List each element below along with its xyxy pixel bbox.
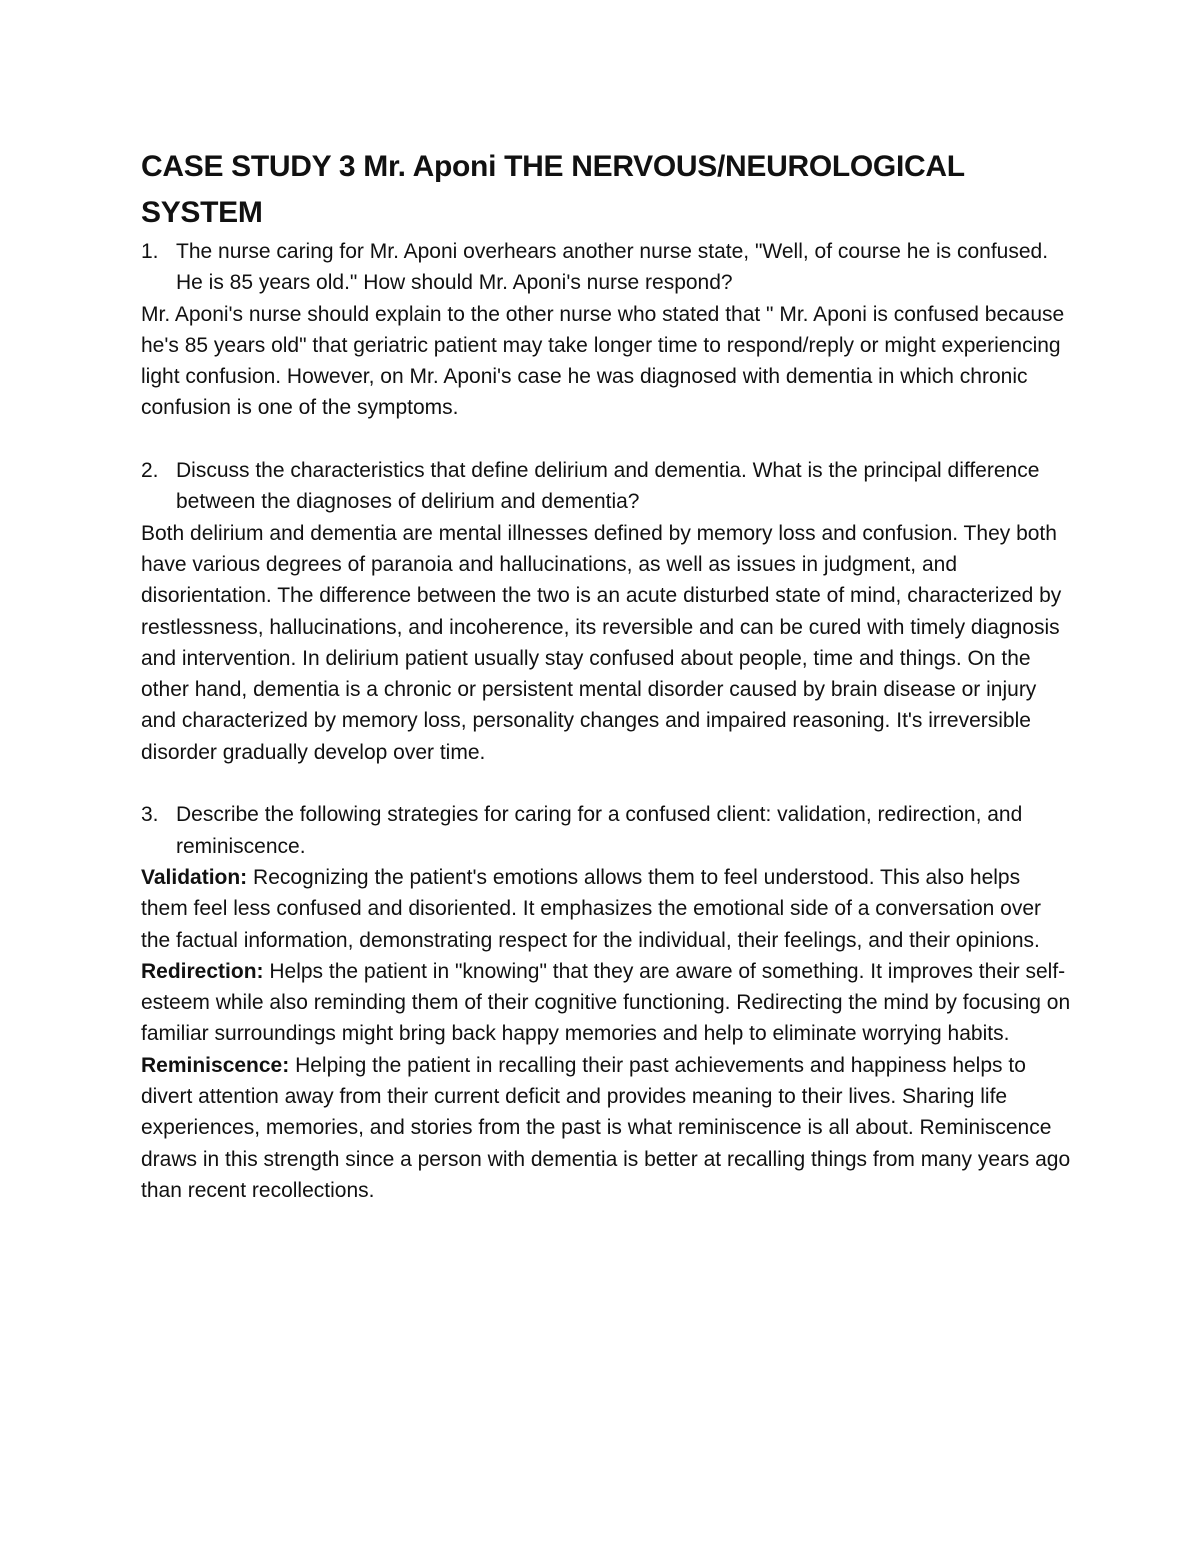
strategy-text: Helping the patient in recalling their past achievements and happiness helps to divert attention away from their current deficit and provides meaning to their lives. Sharing life experiences, memories, and stories from the past is what reminiscence is all about. Reminiscence draws in this strength since a person with dementia is better at recalling things from many years ago than recent recollections.: [141, 1053, 1071, 1202]
question-1: [141, 236, 1071, 299]
strategy-redirection: [141, 956, 1071, 1050]
question-2: [141, 455, 1071, 518]
strategy-text: Helps the patient in "knowing" that they are aware of something. It improves their self-esteem while also reminding them of their cognitive functioning. Redirecting the mind by focusing on familiar surroundings might bring back happy memories and help to eliminate worrying habits.: [141, 959, 1071, 1046]
question-3: [141, 799, 1071, 862]
question-number: 3.: [141, 803, 159, 827]
strategy-term: Redirection:: [141, 959, 264, 983]
strategy-validation: [141, 862, 1071, 956]
answer-2: Both delirium and dementia are mental illnesses defined by memory loss and confusion. They both have various degrees of paranoia and hallucinations, as well as issues in judgment, and disorientation. The difference between the two is an acute disturbed state of mind, characterized by restlessness, hallucinations, and incoherence, its reversible and can be cured with timely diagnosis and intervention. In delirium patient usually stay confused about people, time and things. On the other hand, dementia is a chronic or persistent mental disorder caused by brain disease or injury and characterized by memory loss, personality changes and impaired reasoning. It's irreversible disorder gradually develop over time.: [141, 521, 1062, 764]
document-title: CASE STUDY 3 Mr. Aponi THE NERVOUS/NEUROLOGICAL SYSTEM: [141, 150, 965, 229]
strategy-term: Reminiscence:: [141, 1053, 290, 1077]
question-text: Describe the following strategies for caring for a confused client: validation, redirection, and reminiscence.: [176, 803, 1023, 858]
paragraph-gap: [141, 768, 1071, 799]
strategy-term: Validation:: [141, 865, 248, 889]
strategy-reminiscence: [141, 1050, 1071, 1206]
question-text: Discuss the characteristics that define delirium and dementia. What is the principal difference between the diagnoses of delirium and dementia?: [176, 459, 1040, 514]
strategy-text: Recognizing the patient's emotions allows them to feel understood. This also helps them feel less confused and disoriented. It emphasizes the emotional side of a conversation over the factual information, demonstrating respect for the individual, their feelings, and their opinions.: [141, 865, 1042, 952]
paragraph-gap: [141, 424, 1071, 455]
question-number: 2.: [141, 459, 159, 483]
document-page: [141, 144, 1071, 1206]
answer-1: Mr. Aponi's nurse should explain to the other nurse who stated that " Mr. Aponi is confused because he's 85 years old" that geriatric patient may take longer time to respond/reply or might experiencing light confusion. However, on Mr. Aponi's case he was diagnosed with dementia in which chronic confusion is one of the symptoms.: [141, 302, 1065, 420]
question-text: The nurse caring for Mr. Aponi overhears another nurse state, "Well, of course he is confused. He is 85 years old." How should Mr. Aponi's nurse respond?: [176, 240, 1049, 295]
question-number: 1.: [141, 240, 159, 263]
